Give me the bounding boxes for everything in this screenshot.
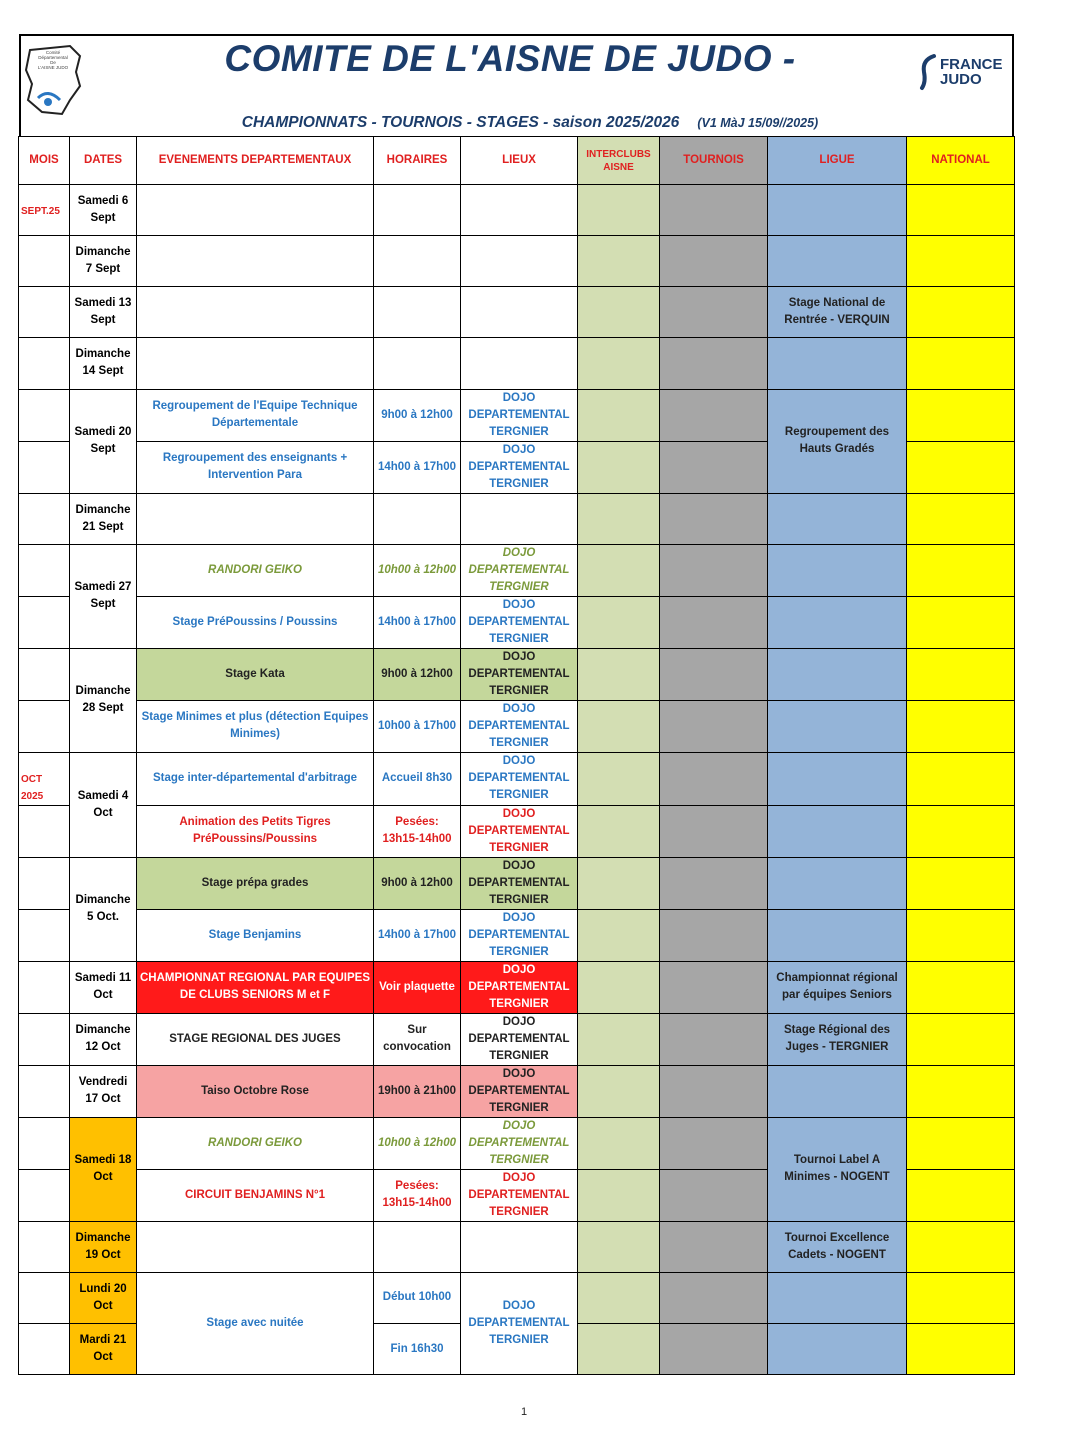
ligue-cell <box>768 1065 907 1117</box>
place-cell: DOJO DEPARTEMENTAL TERGNIER <box>461 1013 578 1065</box>
event-cell: Animation des Petits Tigres PréPoussins/Poussins <box>137 805 374 857</box>
logo-line-2: Départemental <box>38 55 68 60</box>
ligue-cell <box>768 752 907 805</box>
event-cell <box>137 1221 374 1272</box>
hours-cell <box>374 287 461 338</box>
interclubs-cell <box>578 441 660 493</box>
event-cell <box>137 185 374 236</box>
ligue-cell <box>768 857 907 909</box>
month-cell <box>19 700 70 752</box>
place-cell: DOJO DEPARTEMENTAL TERGNIER <box>461 752 578 805</box>
event-cell: RANDORI GEIKO <box>137 1117 374 1169</box>
ligue-cell <box>768 236 907 287</box>
hours-cell: 14h00 à 17h00 <box>374 441 461 493</box>
interclubs-cell <box>578 1169 660 1221</box>
logo-line-4: L'AISNE JUDO <box>37 65 69 70</box>
tournois-cell <box>660 752 768 805</box>
national-cell <box>907 752 1015 805</box>
place-cell <box>461 493 578 544</box>
ligue-cell: Tournoi Label A Minimes - NOGENT <box>768 1117 907 1221</box>
tournois-cell <box>660 909 768 961</box>
national-cell <box>907 961 1015 1013</box>
table-row <box>19 1221 1015 1272</box>
place-cell: DOJO DEPARTEMENTAL TERGNIER <box>461 1272 578 1374</box>
tournois-cell <box>660 236 768 287</box>
national-cell <box>907 441 1015 493</box>
event-cell: Stage Minimes et plus (détection Equipes Minimes) <box>137 700 374 752</box>
table-row <box>19 596 1015 648</box>
date-cell: Samedi 18 Oct <box>70 1117 137 1221</box>
event-cell <box>137 287 374 338</box>
table-row <box>19 338 1015 389</box>
table-row <box>19 493 1015 544</box>
hours-cell: Début 10h00 <box>374 1272 461 1323</box>
hours-cell: 19h00 à 21h00 <box>374 1065 461 1117</box>
subtitle <box>150 114 910 132</box>
month-cell <box>19 961 70 1013</box>
table-row <box>19 752 1015 805</box>
tournois-cell <box>660 389 768 441</box>
tournois-cell <box>660 287 768 338</box>
col-header-horaires: HORAIRES <box>374 137 461 185</box>
month-cell <box>19 1169 70 1221</box>
month-cell <box>19 596 70 648</box>
place-cell: DOJO DEPARTEMENTAL TERGNIER <box>461 441 578 493</box>
table-row <box>19 1065 1015 1117</box>
logo-france: FRANCE <box>940 56 1003 73</box>
page-number: 1 <box>520 1406 528 1418</box>
hours-cell: Pesées: 13h15-14h00 <box>374 805 461 857</box>
national-cell <box>907 1117 1015 1169</box>
hours-cell: 10h00 à 17h00 <box>374 700 461 752</box>
france-judo-logo <box>918 52 1002 94</box>
event-cell: Stage inter-départemental d'arbitrage <box>137 752 374 805</box>
month-cell <box>19 1221 70 1272</box>
national-cell <box>907 857 1015 909</box>
hours-cell: Accueil 8h30 <box>374 752 461 805</box>
place-cell: DOJO DEPARTEMENTAL TERGNIER <box>461 961 578 1013</box>
ligue-cell <box>768 185 907 236</box>
tournois-cell <box>660 1272 768 1323</box>
hours-cell <box>374 236 461 287</box>
interclubs-cell <box>578 596 660 648</box>
col-header-national: NATIONAL <box>907 137 1015 185</box>
national-cell <box>907 493 1015 544</box>
place-cell: DOJO DEPARTEMENTAL TERGNIER <box>461 1065 578 1117</box>
tournois-cell <box>660 1169 768 1221</box>
table-row <box>19 236 1015 287</box>
interclubs-cell <box>578 700 660 752</box>
month-cell <box>19 441 70 493</box>
national-cell <box>907 700 1015 752</box>
place-cell: DOJO DEPARTEMENTAL TERGNIER <box>461 909 578 961</box>
place-cell <box>461 1221 578 1272</box>
national-cell <box>907 544 1015 596</box>
national-cell <box>907 1169 1015 1221</box>
ligue-cell <box>768 805 907 857</box>
date-cell: Mardi 21 Oct <box>70 1323 137 1374</box>
interclubs-cell <box>578 1117 660 1169</box>
date-cell: Lundi 20 Oct <box>70 1272 137 1323</box>
tournois-cell <box>660 857 768 909</box>
tournois-cell <box>660 700 768 752</box>
logo-line-3: De <box>50 60 56 65</box>
tournois-cell <box>660 1065 768 1117</box>
place-cell: DOJO DEPARTEMENTAL TERGNIER <box>461 389 578 441</box>
date-cell: Samedi 4 Oct <box>70 752 137 857</box>
place-cell: DOJO DEPARTEMENTAL TERGNIER <box>461 544 578 596</box>
national-cell <box>907 185 1015 236</box>
hours-cell: 14h00 à 17h00 <box>374 596 461 648</box>
date-cell: Dimanche 21 Sept <box>70 493 137 544</box>
hours-cell: Voir plaquette <box>374 961 461 1013</box>
event-cell: RANDORI GEIKO <box>137 544 374 596</box>
date-cell: Samedi 27 Sept <box>70 544 137 648</box>
place-cell: DOJO DEPARTEMENTAL TERGNIER <box>461 857 578 909</box>
national-cell <box>907 909 1015 961</box>
month-cell: OCT 2025 <box>19 752 70 805</box>
event-cell: STAGE REGIONAL DES JUGES <box>137 1013 374 1065</box>
month-cell <box>19 857 70 909</box>
hours-cell: Pesées: 13h15-14h00 <box>374 1169 461 1221</box>
month-cell <box>19 1272 70 1323</box>
event-cell: Stage Benjamins <box>137 909 374 961</box>
hours-cell: 9h00 à 12h00 <box>374 857 461 909</box>
interclubs-cell <box>578 1272 660 1323</box>
hours-cell <box>374 338 461 389</box>
interclubs-cell <box>578 236 660 287</box>
interclubs-cell <box>578 1013 660 1065</box>
subtitle-text: CHAMPIONNATS - TOURNOIS - STAGES - saison 2025/2026 <box>241 114 680 131</box>
table-row <box>19 805 1015 857</box>
national-cell <box>907 389 1015 441</box>
place-cell <box>461 236 578 287</box>
interclubs-cell <box>578 961 660 1013</box>
tournois-cell <box>660 1117 768 1169</box>
month-cell: SEPT.25 <box>19 185 70 236</box>
event-cell: Taiso Octobre Rose <box>137 1065 374 1117</box>
ligue-cell: Tournoi Excellence Cadets - NOGENT <box>768 1221 907 1272</box>
place-cell <box>461 338 578 389</box>
table-row <box>19 857 1015 909</box>
interclubs-cell <box>578 389 660 441</box>
ligue-cell <box>768 648 907 700</box>
tournois-cell <box>660 441 768 493</box>
ligue-cell <box>768 1272 907 1323</box>
tournois-cell <box>660 338 768 389</box>
tournois-cell <box>660 493 768 544</box>
hours-cell: 10h00 à 12h00 <box>374 544 461 596</box>
date-cell: Dimanche 5 Oct. <box>70 857 137 961</box>
hours-cell: 9h00 à 12h00 <box>374 648 461 700</box>
month-cell <box>19 493 70 544</box>
date-cell: Samedi 6 Sept <box>70 185 137 236</box>
month-cell <box>19 544 70 596</box>
hours-cell: Fin 16h30 <box>374 1323 461 1374</box>
tournois-cell <box>660 596 768 648</box>
hours-cell: 9h00 à 12h00 <box>374 389 461 441</box>
hours-cell <box>374 185 461 236</box>
interclubs-cell <box>578 1221 660 1272</box>
place-cell <box>461 287 578 338</box>
table-row <box>19 648 1015 700</box>
national-cell <box>907 596 1015 648</box>
table-row <box>19 544 1015 596</box>
place-cell: DOJO DEPARTEMENTAL TERGNIER <box>461 1169 578 1221</box>
month-cell <box>19 805 70 857</box>
tournois-cell <box>660 1013 768 1065</box>
interclubs-cell <box>578 544 660 596</box>
tournois-cell <box>660 648 768 700</box>
interclubs-cell <box>578 1323 660 1374</box>
tournois-cell <box>660 805 768 857</box>
table-row <box>19 700 1015 752</box>
date-cell: Dimanche 7 Sept <box>70 236 137 287</box>
place-cell: DOJO DEPARTEMENTAL TERGNIER <box>461 1117 578 1169</box>
table-row <box>19 1117 1015 1169</box>
event-cell: Stage prépa grades <box>137 857 374 909</box>
event-cell <box>137 236 374 287</box>
place-cell: DOJO DEPARTEMENTAL TERGNIER <box>461 648 578 700</box>
date-cell: Samedi 20 Sept <box>70 389 137 493</box>
tournois-cell <box>660 961 768 1013</box>
event-cell <box>137 493 374 544</box>
tournois-cell <box>660 1323 768 1374</box>
col-header-mois: MOIS <box>19 137 70 185</box>
ligue-cell <box>768 700 907 752</box>
tournois-cell <box>660 185 768 236</box>
ligue-cell: Regroupement des Hauts Gradés <box>768 389 907 493</box>
event-cell: Regroupement de l'Equipe Technique Départementale <box>137 389 374 441</box>
ligue-cell: Stage Régional des Juges - TERGNIER <box>768 1013 907 1065</box>
ligue-cell <box>768 338 907 389</box>
event-cell <box>137 338 374 389</box>
version-text: (V1 MàJ 15/09//2025) <box>697 116 819 130</box>
month-cell <box>19 1117 70 1169</box>
place-cell: DOJO DEPARTEMENTAL TERGNIER <box>461 700 578 752</box>
tournois-cell <box>660 1221 768 1272</box>
month-cell <box>19 1013 70 1065</box>
ligue-cell <box>768 544 907 596</box>
hours-cell: 10h00 à 12h00 <box>374 1117 461 1169</box>
national-cell <box>907 1323 1015 1374</box>
date-cell: Samedi 13 Sept <box>70 287 137 338</box>
interclubs-cell <box>578 805 660 857</box>
hours-cell <box>374 493 461 544</box>
interclubs-cell <box>578 648 660 700</box>
interclubs-cell <box>578 493 660 544</box>
national-cell <box>907 805 1015 857</box>
table-row <box>19 961 1015 1013</box>
col-header-lieux: LIEUX <box>461 137 578 185</box>
col-header-interclubs: INTERCLUBS AISNE <box>578 137 660 185</box>
ligue-cell <box>768 596 907 648</box>
table-row <box>19 287 1015 338</box>
national-cell <box>907 236 1015 287</box>
table-row <box>19 389 1015 441</box>
interclubs-cell <box>578 857 660 909</box>
interclubs-cell <box>578 752 660 805</box>
interclubs-cell <box>578 338 660 389</box>
date-cell: Dimanche 14 Sept <box>70 338 137 389</box>
tournois-cell <box>660 544 768 596</box>
table-row <box>19 185 1015 236</box>
ligue-cell <box>768 493 907 544</box>
ligue-cell <box>768 1323 907 1374</box>
ligue-cell: Stage National de Rentrée - VERQUIN <box>768 287 907 338</box>
page-title: COMITE DE L'AISNE DE JUDO - <box>224 38 796 79</box>
hours-cell: Sur convocation <box>374 1013 461 1065</box>
logo-line-1: Comité <box>45 50 61 55</box>
date-cell: Dimanche 12 Oct <box>70 1013 137 1065</box>
event-cell: CHAMPIONNAT REGIONAL PAR EQUIPES DE CLUBS SENIORS M et F <box>137 961 374 1013</box>
event-cell: Stage PréPoussins / Poussins <box>137 596 374 648</box>
place-cell: DOJO DEPARTEMENTAL TERGNIER <box>461 805 578 857</box>
event-cell: Stage Kata <box>137 648 374 700</box>
interclubs-cell <box>578 185 660 236</box>
month-cell <box>19 338 70 389</box>
month-cell <box>19 1323 70 1374</box>
month-cell <box>19 287 70 338</box>
comite-logo <box>22 42 84 118</box>
place-cell <box>461 185 578 236</box>
ligue-cell <box>768 909 907 961</box>
event-cell: Stage avec nuitée <box>137 1272 374 1374</box>
event-cell: CIRCUIT BENJAMINS N°1 <box>137 1169 374 1221</box>
month-cell <box>19 389 70 441</box>
event-cell: Regroupement des enseignants + Intervention Para <box>137 441 374 493</box>
national-cell <box>907 1013 1015 1065</box>
national-cell <box>907 1065 1015 1117</box>
calendar-table <box>18 136 1015 1375</box>
ligue-cell: Championnat régional par équipes Seniors <box>768 961 907 1013</box>
hours-cell: 14h00 à 17h00 <box>374 909 461 961</box>
date-cell: Vendredi 17 Oct <box>70 1065 137 1117</box>
national-cell <box>907 1221 1015 1272</box>
national-cell <box>907 287 1015 338</box>
col-header-dates: DATES <box>70 137 137 185</box>
national-cell <box>907 338 1015 389</box>
national-cell <box>907 648 1015 700</box>
interclubs-cell <box>578 909 660 961</box>
table-row <box>19 1272 1015 1323</box>
col-header-tournois: TOURNOIS <box>660 137 768 185</box>
interclubs-cell <box>578 287 660 338</box>
col-header-ligue: LIGUE <box>768 137 907 185</box>
date-cell: Dimanche 28 Sept <box>70 648 137 752</box>
month-cell <box>19 236 70 287</box>
header-row <box>19 137 1015 185</box>
place-cell: DOJO DEPARTEMENTAL TERGNIER <box>461 596 578 648</box>
table-row <box>19 909 1015 961</box>
month-cell <box>19 1065 70 1117</box>
col-header-evenements: EVENEMENTS DEPARTEMENTAUX <box>137 137 374 185</box>
table-row <box>19 1013 1015 1065</box>
month-cell <box>19 909 70 961</box>
interclubs-cell <box>578 1065 660 1117</box>
national-cell <box>907 1272 1015 1323</box>
date-cell: Samedi 11 Oct <box>70 961 137 1013</box>
logo-judo: JUDO <box>940 71 982 88</box>
hours-cell <box>374 1221 461 1272</box>
month-cell <box>19 648 70 700</box>
date-cell: Dimanche 19 Oct <box>70 1221 137 1272</box>
